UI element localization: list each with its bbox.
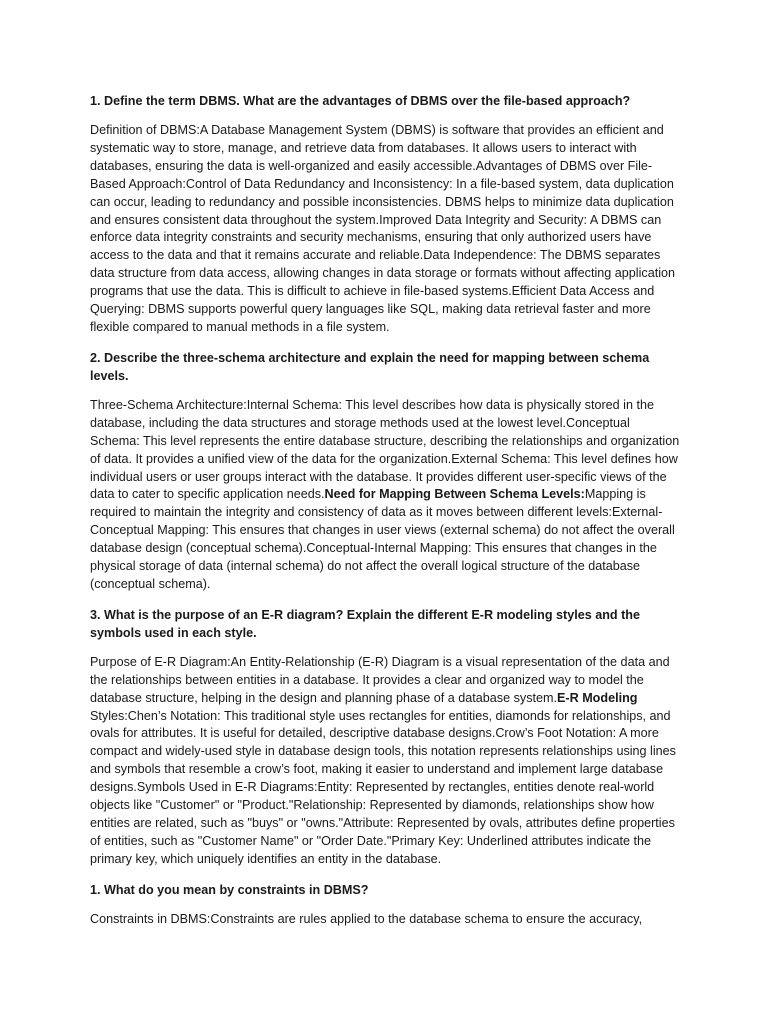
answer-bold-text: E-R Modeling (557, 690, 638, 705)
section-constraints (90, 881, 680, 929)
answer-text: Styles:Chen’s Notation: This traditional style uses rectangles for entities, diamonds for relationships, and ovals for attributes. It is useful for detailed, descriptive database designs.Crow’s Foot Notation: A more compact and widely-used style in database design tools, this notation represents relationships using lines and symbols that resemble a crow’s foot, making it easier to understand and implement large database designs.Symbols Used in E-R Diagrams:Entity: Represented by rectangles, entities denote real-world objects like "Customer" or "Product."Relationship: Represented by diamonds, relationships show how entities are related, such as "buys" or "owns."Attribute: Represented by ovals, attributes define properties of entities, such as "Customer Name" or "Order Date."Primary Key: Underlined attributes indicate the primary key, which uniquely identifies an entity in the database. (90, 708, 676, 866)
answer-paragraph: Constraints in DBMS:Constraints are rules applied to the database schema to ensure the accuracy, (90, 911, 643, 926)
question-heading: 1. What do you mean by constraints in DBMS? (90, 882, 369, 897)
question-heading: 3. What is the purpose of an E-R diagram? Explain the different E-R modeling styles and the symbols used in each style. (90, 607, 640, 640)
answer-text: Three-Schema Architecture:Internal Schema: This level describes how data is physically stored in the database, including the data structures and storage methods used at the lowest level.Conceptual Schema: This level represents the entire database structure, describing the relationships and organization of data. It provides a unified view of the data for the organization.External Schema: This level defines how individual users or user groups interact with the database. It provides different user-specific views of the data to cater to specific application needs. (90, 397, 680, 502)
answer-paragraph: Definition of DBMS:A Database Management System (DBMS) is software that provides an efficient and systematic way to store, manage, and retrieve data from databases. It allows users to interact with databases, ensuring the data is well-organized and easily accessible.Advantages of DBMS over File-Based Approach:Control of Data Redundancy and Inconsistency: In a file-based system, data duplication can occur, leading to redundancy and possible inconsistencies. DBMS helps to minimize data duplication and ensures consistent data throughout the system.Improved Data Integrity and Security: A DBMS can enforce data integrity constraints and security mechanisms, ensuring that only authorized users have access to the data and that it remains accurate and reliable.Data Independence: The DBMS separates data structure from data access, allowing changes in data storage or formats without affecting application programs that use the data. This is difficult to achieve in file-based systems.Efficient Data Access and Querying: DBMS supports powerful query languages like SQL, making data retrieval faster and more flexible compared to manual methods in a file system. (90, 123, 676, 334)
answer-paragraph (90, 397, 680, 594)
question-heading: 1. Define the term DBMS. What are the advantages of DBMS over the file-based approach? (90, 94, 631, 108)
section-dbms-definition (90, 92, 680, 337)
answer-bold-text: Need for Mapping Between Schema Levels: (324, 487, 585, 502)
answer-paragraph (90, 654, 680, 869)
section-three-schema (90, 349, 680, 594)
answer-text: Purpose of E-R Diagram:An Entity-Relationship (E-R) Diagram is a visual representation of the data and the relationships between entities in a database. It provides a clear and organized way to model the database structure, helping in the design and planning phase of a database system. (90, 654, 670, 705)
section-er-diagram (90, 606, 680, 869)
answer-text: Mapping is required to maintain the integrity and consistency of data as it moves between different levels:External-Conceptual Mapping: This ensures that changes in user views (external schema) do not affect the overall database design (conceptual schema).Conceptual-Internal Mapping: This ensures that changes in the physical storage of data (internal schema) do not affect the overall logical structure of the database (conceptual schema). (90, 487, 675, 591)
question-heading: 2. Describe the three-schema architecture and explain the need for mapping between schema levels. (90, 350, 650, 383)
